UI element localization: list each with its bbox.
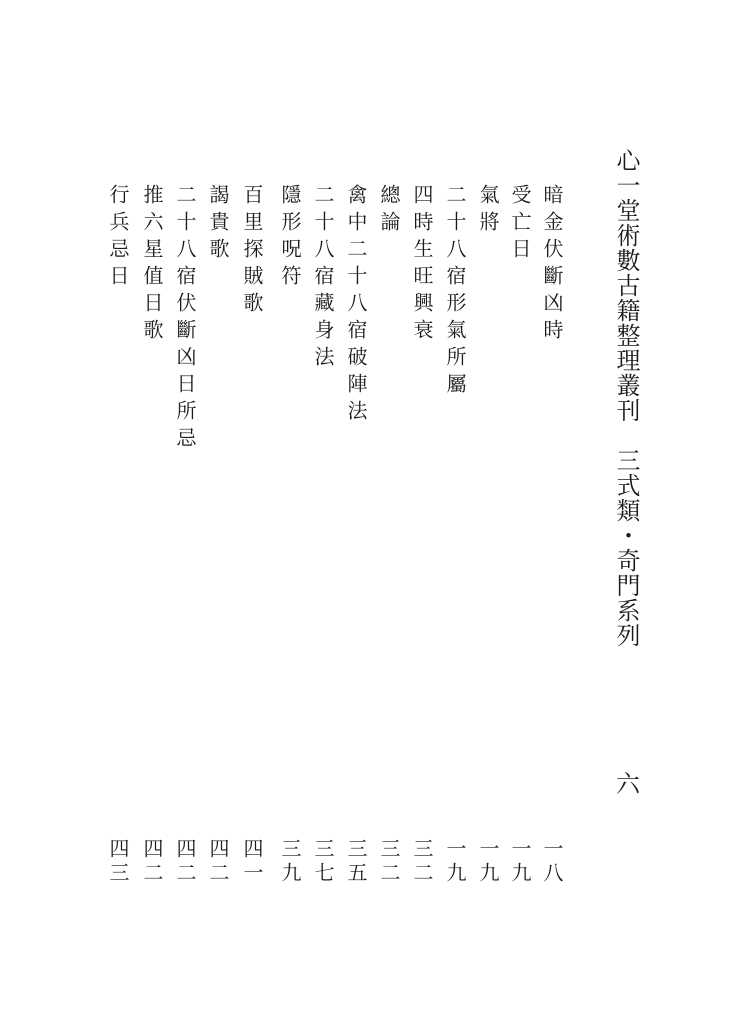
page-number: 六	[616, 770, 640, 798]
toc-entry-title: 隱形呪符	[278, 184, 302, 292]
toc-entry-page: 三七	[311, 838, 335, 886]
toc-entry-page: 四三	[106, 838, 130, 886]
toc-entry-page: 四一	[240, 838, 264, 886]
toc-entry-title: 百里探賊歌	[240, 184, 264, 319]
toc-entry-title: 二十八宿藏身法	[311, 184, 335, 373]
toc-entry-title: 二十八宿形氣所屬	[443, 184, 467, 400]
toc-entry-title: 四時生旺興衰	[410, 184, 434, 346]
toc-entry-page: 一九	[476, 838, 500, 886]
toc-entry-title: 總論	[377, 184, 401, 238]
toc-entry-title: 暗金伏斷凶時	[540, 184, 564, 346]
toc-entry-page: 一九	[443, 838, 467, 886]
toc-entry-title: 推六星值日歌	[140, 184, 164, 346]
toc-entry-page: 三二	[410, 838, 434, 886]
running-header: 心一堂術數古籍整理叢刊 三式類・奇門系列	[612, 148, 640, 648]
toc-entry-title: 氣將	[476, 184, 500, 238]
toc-entry-page: 三二	[377, 838, 401, 886]
toc-entry-page: 三五	[344, 838, 368, 886]
toc-entry-page: 四二	[173, 838, 197, 886]
toc-entry-title: 受亡日	[508, 184, 532, 265]
toc-entry-title: 禽中二十八宿破陣法	[344, 184, 368, 427]
toc-entry-page: 一九	[508, 838, 532, 886]
toc-entry-page: 四二	[206, 838, 230, 886]
toc-entry-page: 一八	[540, 838, 564, 886]
toc-entry-page: 四二	[140, 838, 164, 886]
toc-entry-page: 三九	[278, 838, 302, 886]
toc-entry-title: 行兵忌日	[106, 184, 130, 292]
toc-entry-title: 謁貴歌	[206, 184, 230, 265]
toc-entry-title: 二十八宿伏斷凶日所忌	[173, 184, 197, 454]
